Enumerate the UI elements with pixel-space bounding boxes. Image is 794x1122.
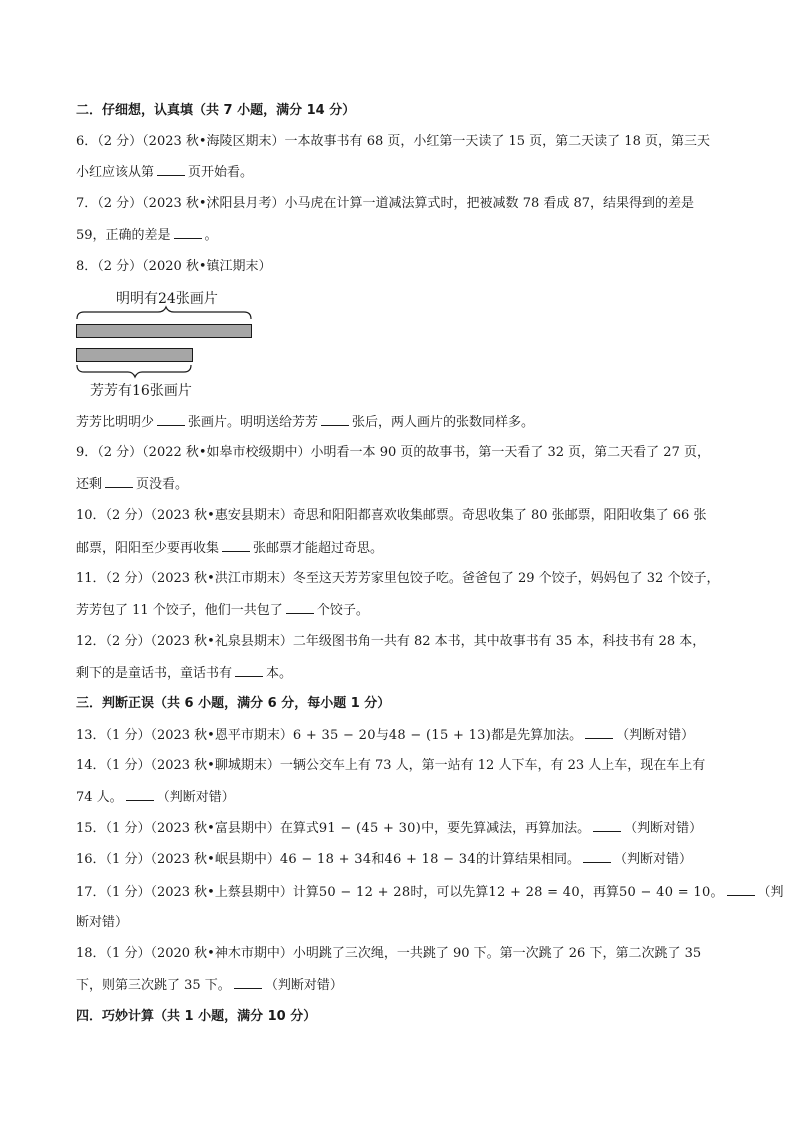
question-12-line-2 — [76, 664, 724, 683]
q12-text-b: 本。 — [266, 666, 293, 681]
q8-answer-blank-2[interactable] — [321, 413, 349, 426]
question-17-line-1 — [76, 883, 784, 902]
question-8-line-2 — [76, 413, 724, 432]
q15-text-b: 中，要先算减法，再算加法。 — [421, 821, 591, 836]
q7-text-b: 。 — [204, 228, 218, 243]
q10-text-a: 邮票，阳阳至少要再收集 — [76, 541, 220, 556]
question-8-line-1: 8．（2 分）（2020 秋•镇江期末） — [76, 259, 272, 274]
section-2-heading: 二．仔细想，认真填（共 7 小题，满分 14 分） — [76, 103, 356, 118]
question-16 — [76, 850, 724, 869]
q17-judge-hint-start: （判 — [757, 885, 784, 900]
diagram-top-label: 明明有24张画片 — [116, 291, 218, 307]
q13-text-a: 13．（1 分）（2023 秋•恩平市期末） — [76, 728, 293, 743]
q17-text-a: 17．（1 分）（2023 秋•上蔡县期中）计算 — [76, 885, 319, 900]
q17-expression-2: 12 + 28 = 40 — [488, 885, 580, 900]
question-11-line-1: 11．（2 分）（2023 秋•洪江市期末）冬至这天芳芳家里包饺子吃。爸爸包了 29 个饺子，妈妈包了 32 个饺子， — [76, 571, 720, 586]
q16-judge-hint: （判断对错） — [613, 852, 692, 867]
q16-expression-2: 46 + 18 − 34 — [384, 852, 476, 867]
q6-answer-blank[interactable] — [157, 163, 185, 176]
top-brace-icon — [76, 306, 256, 320]
question-11-line-2 — [76, 601, 724, 620]
q14-text-a: 74 人。 — [76, 790, 123, 805]
q17-text-d: 。 — [710, 885, 724, 900]
q13-answer-blank[interactable] — [585, 726, 613, 739]
q11-text-a: 芳芳包了 11 个饺子，他们一共包了 — [76, 603, 283, 618]
bottom-brace-icon — [76, 364, 256, 378]
q11-answer-blank[interactable] — [286, 601, 314, 614]
q6-text-a: 小红应该从第 — [76, 165, 155, 180]
section-4-heading: 四．巧妙计算（共 1 小题，满分 10 分） — [76, 1009, 317, 1024]
q14-judge-hint: （判断对错） — [156, 790, 235, 805]
q10-text-b: 张邮票才能超过奇思。 — [253, 541, 384, 556]
q18-answer-blank[interactable] — [234, 976, 262, 989]
q17-expression-3: 50 − 40 = 10 — [618, 885, 711, 900]
question-10-line-1: 10．（2 分）（2023 秋•惠安县期末）奇思和阳阳都喜欢收集邮票。奇思收集了 80 张邮票，阳阳收集了 66 张 — [76, 508, 707, 523]
q8-text-c: 张后，两人画片的张数同样多。 — [352, 415, 535, 430]
picture-card-bar-diagram — [76, 288, 266, 400]
q18-judge-hint: （判断对错） — [264, 978, 343, 993]
q17-text-b: 时，可以先算 — [410, 885, 489, 900]
q13-expression-1: 6 + 35 − 20 — [292, 728, 376, 743]
q11-text-b: 个饺子。 — [316, 603, 369, 618]
question-13 — [76, 726, 724, 745]
question-12-line-1: 12．（2 分）（2023 秋•礼泉县期末）二年级图书角一共有 82 本书，其中故事书有 35 本，科技书有 28 本， — [76, 634, 706, 649]
q15-text-a: 15．（1 分）（2023 秋•富县期中）在算式 — [76, 821, 319, 836]
fangfang-bar — [76, 348, 193, 362]
question-9-line-2 — [76, 475, 724, 494]
diagram-bottom-label: 芳芳有16张画片 — [90, 383, 192, 399]
q13-text-b: 与 — [375, 728, 389, 743]
q10-answer-blank[interactable] — [222, 539, 250, 552]
question-7-line-2 — [76, 226, 724, 245]
q12-answer-blank[interactable] — [235, 664, 263, 677]
question-17-line-2: 断对错） — [76, 915, 129, 930]
q15-judge-hint: （判断对错） — [624, 821, 703, 836]
question-6-line-1: 6．（2 分）（2023 秋•海陵区期末）一本故事书有 68 页，小红第一天读了 15 页，第二天读了 18 页，第三天 — [76, 134, 710, 149]
q13-judge-hint: （判断对错） — [616, 728, 695, 743]
question-7-line-1: 7．（2 分）（2023 秋•沭阳县月考）小马虎在计算一道减法算式时，把被减数 78 看成 87，结果得到的差是 — [76, 196, 695, 211]
q16-text-b: 和 — [371, 852, 385, 867]
q9-text-a: 还剩 — [76, 477, 103, 492]
q17-answer-blank[interactable] — [727, 883, 755, 896]
q17-expression-1: 50 − 12 + 28 — [318, 885, 411, 900]
q16-expression-1: 46 − 18 + 34 — [279, 852, 372, 867]
question-14-line-2 — [76, 788, 724, 807]
q15-expression: 91 − (45 + 30) — [318, 821, 422, 836]
q16-answer-blank[interactable] — [583, 850, 611, 863]
q12-text-a: 剩下的是童话书，童话书有 — [76, 666, 233, 681]
question-18-line-2 — [76, 976, 724, 995]
q17-text-c: ，再算 — [579, 885, 619, 900]
q13-expression-2: 48 − (15 + 13) — [388, 728, 492, 743]
q14-answer-blank[interactable] — [126, 788, 154, 801]
q7-answer-blank[interactable] — [174, 226, 202, 239]
section-3-heading: 三．判断正误（共 6 小题，满分 6 分，每小题 1 分） — [76, 696, 391, 711]
question-10-line-2 — [76, 539, 724, 558]
q13-text-c: 都是先算加法。 — [491, 728, 583, 743]
q16-text-c: 的计算结果相同。 — [475, 852, 580, 867]
q16-text-a: 16．（1 分）（2023 秋•岷县期中） — [76, 852, 280, 867]
question-14-line-1: 14．（1 分）（2023 秋•聊城期末）一辆公交车上有 73 人，第一站有 12 人下车，有 23 人上车，现在车上有 — [76, 758, 706, 773]
question-9-line-1: 9．（2 分）（2022 秋•如皋市校级期中）小明看一本 90 页的故事书，第一天看了 32 页，第二天看了 27 页， — [76, 445, 710, 460]
q6-text-b: 页开始看。 — [188, 165, 254, 180]
q18-text-a: 下，则第三次跳了 35 下。 — [76, 978, 231, 993]
q15-answer-blank[interactable] — [593, 819, 621, 832]
question-6-line-2 — [76, 163, 724, 182]
question-18-line-1: 18．（1 分）（2020 秋•神木市期中）小明跳了三次绳，一共跳了 90 下。第一次跳了 26 下，第二次跳了 35 — [76, 946, 702, 961]
q9-text-b: 页没看。 — [136, 477, 189, 492]
q8-text-a: 芳芳比明明少 — [76, 415, 155, 430]
q8-text-b: 张画片。明明送给芳芳 — [188, 415, 319, 430]
question-15 — [76, 819, 724, 838]
mingming-bar — [76, 324, 252, 338]
q9-answer-blank[interactable] — [105, 475, 133, 488]
q8-answer-blank-1[interactable] — [157, 413, 185, 426]
q7-text-a: 59，正确的差是 — [76, 228, 171, 243]
